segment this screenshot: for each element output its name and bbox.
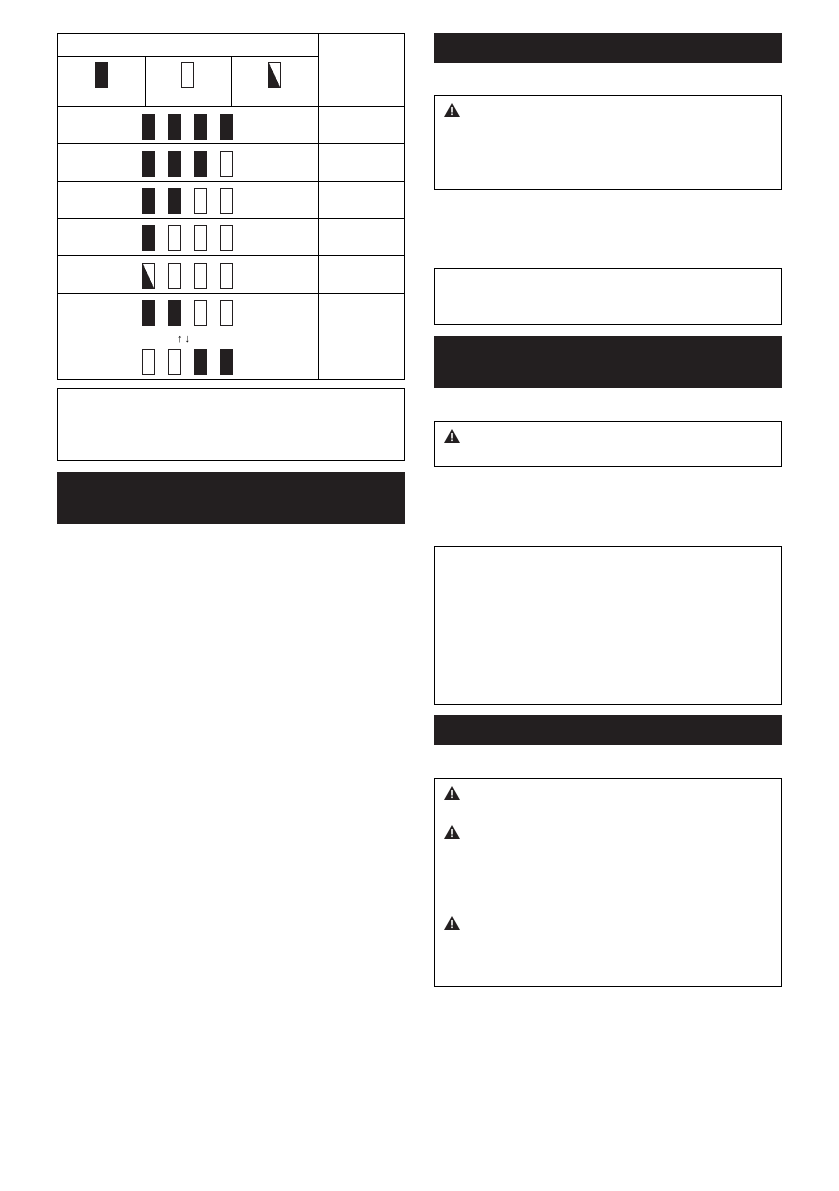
battery-lamp-on bbox=[194, 151, 207, 177]
warning-box bbox=[434, 778, 782, 987]
note-box bbox=[434, 546, 782, 705]
battery-lamp-on bbox=[142, 151, 155, 177]
battery-lamp-off bbox=[168, 349, 181, 375]
battery-lamp-off bbox=[168, 225, 181, 251]
battery-lamp-on bbox=[194, 349, 207, 375]
indicator-off-icon bbox=[181, 62, 194, 88]
table-header-line bbox=[58, 56, 318, 57]
battery-lamp-on bbox=[220, 114, 233, 140]
section-heading-bar bbox=[434, 336, 782, 388]
legend-divider-1 bbox=[145, 56, 146, 106]
battery-lamp-off bbox=[220, 188, 233, 214]
battery-lamp-off bbox=[220, 263, 233, 289]
indicator-table bbox=[57, 33, 405, 380]
battery-lamp-off bbox=[220, 300, 233, 326]
row-line bbox=[58, 255, 405, 256]
up-down-arrows-icon: ↑↓ bbox=[177, 333, 192, 345]
section-heading-bar bbox=[434, 715, 782, 745]
battery-lamp-off bbox=[220, 225, 233, 251]
note-box bbox=[57, 388, 405, 461]
section-heading-bar bbox=[434, 33, 782, 63]
warning-box bbox=[434, 421, 782, 467]
warning-triangle-icon bbox=[443, 824, 461, 840]
battery-lamp-off bbox=[194, 300, 207, 326]
battery-lamp-off bbox=[194, 188, 207, 214]
warning-triangle-icon bbox=[443, 915, 461, 931]
row-line bbox=[58, 218, 405, 219]
battery-lamp-on bbox=[142, 188, 155, 214]
battery-lamp-off bbox=[194, 263, 207, 289]
row-line bbox=[58, 143, 405, 144]
indicator-blinking-icon bbox=[268, 62, 281, 88]
battery-lamp-half bbox=[142, 263, 155, 289]
warning-triangle-icon bbox=[443, 785, 461, 801]
battery-lamp-on bbox=[194, 114, 207, 140]
battery-lamp-off bbox=[142, 349, 155, 375]
battery-lamp-on bbox=[168, 151, 181, 177]
battery-lamp-off bbox=[194, 225, 207, 251]
battery-lamp-on bbox=[142, 225, 155, 251]
warning-box bbox=[434, 95, 782, 190]
row-line bbox=[58, 181, 405, 182]
indicator-lit-icon bbox=[95, 62, 108, 88]
note-box bbox=[434, 268, 782, 325]
table-legend-line bbox=[58, 106, 405, 107]
battery-lamp-on bbox=[168, 300, 181, 326]
battery-lamp-off bbox=[168, 263, 181, 289]
battery-lamp-off bbox=[220, 151, 233, 177]
table-divider-right bbox=[318, 34, 319, 380]
battery-lamp-on bbox=[168, 188, 181, 214]
row-line bbox=[58, 293, 405, 294]
battery-lamp-on bbox=[142, 300, 155, 326]
warning-triangle-icon bbox=[443, 102, 461, 118]
battery-lamp-on bbox=[142, 114, 155, 140]
section-heading-bar bbox=[57, 472, 405, 524]
battery-lamp-on bbox=[220, 349, 233, 375]
legend-divider-2 bbox=[231, 56, 232, 106]
battery-lamp-on bbox=[168, 114, 181, 140]
warning-triangle-icon bbox=[443, 428, 461, 444]
